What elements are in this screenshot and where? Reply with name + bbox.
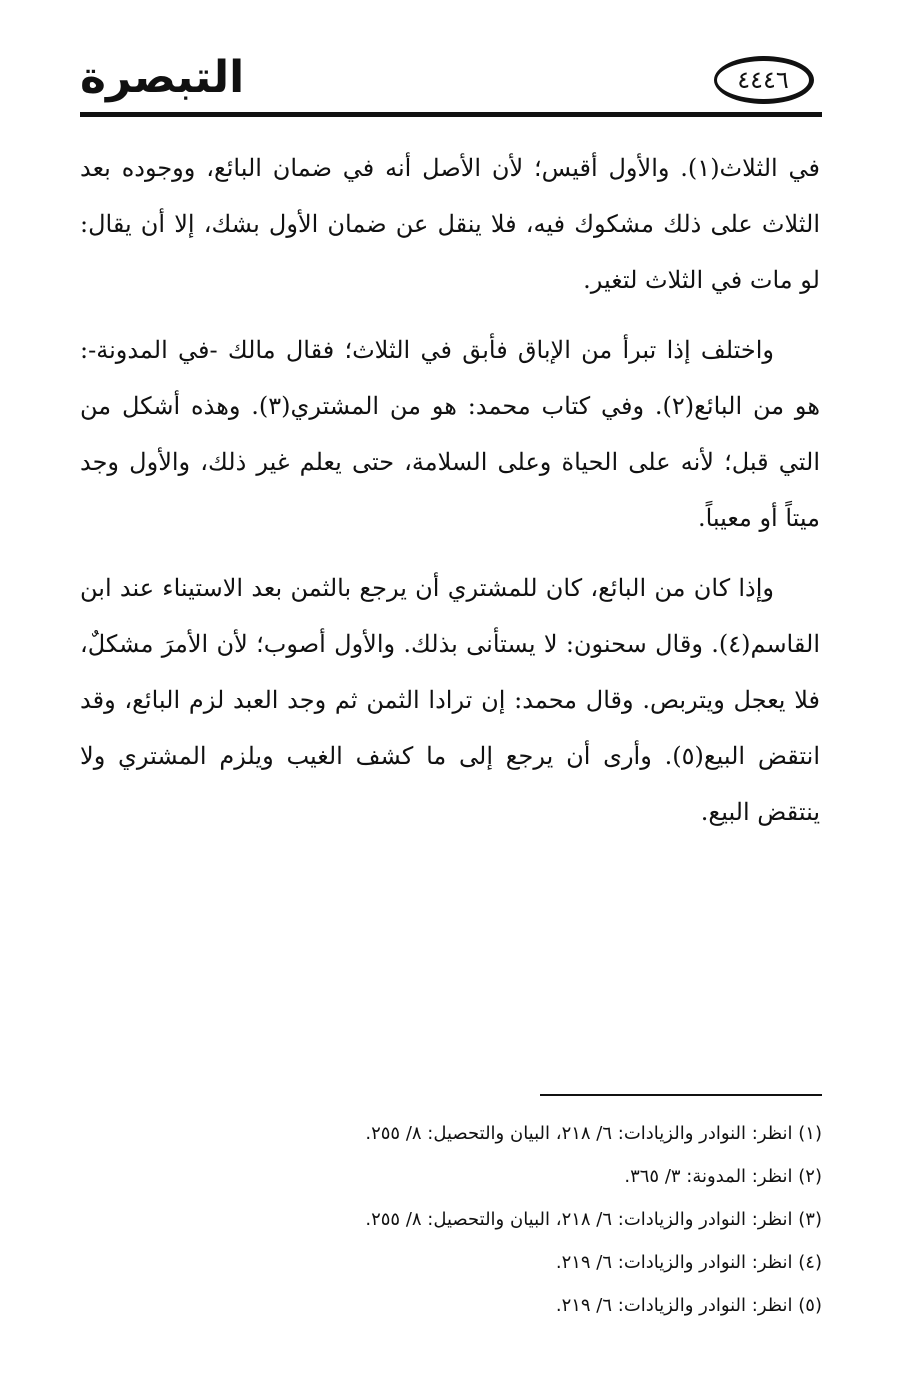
footnote-5: (٥) انظر: النوادر والزيادات: ٦/ ٢١٩. [555,1295,822,1316]
page-number-badge: ٤٤٤٦ [714,56,814,104]
footnote-2: (٢) انظر: المدونة: ٣/ ٣٦٥. [624,1166,822,1187]
paragraph-1: في الثلاث(١). والأول أقيس؛ لأن الأصل أنه في ضمان البائع، ووجوده بعد الثلاث على ذلك مشكوك فيه، فلا ينقل عن ضمان الأول بشك، إلا أن يقال: لو مات في الثلاث لتغير. [80,154,820,294]
header-rule [80,112,822,117]
footnote-1: (١) انظر: النوادر والزيادات: ٦/ ٢١٨، البيان والتحصيل: ٨/ ٢٥٥. [365,1123,822,1144]
paragraph-2: واختلف إذا تبرأ من الإباق فأبق في الثلاث؛ فقال مالك -في المدونة-: هو من البائع(٢). وفي كتاب محمد: هو من المشتري(٣). وهذه أشكل من التي قبل؛ لأنه على الحياة وعلى السلامة، حتى يعلم غير ذلك، والأول وجد ميتاً أو معيباً. [80,336,820,532]
main-text [80,140,820,854]
page-header [80,48,822,120]
book-title: التبصرة [80,52,245,103]
footnote-separator [540,1094,822,1096]
footnote-3: (٣) انظر: النوادر والزيادات: ٦/ ٢١٨، البيان والتحصيل: ٨/ ٢٥٥. [365,1209,822,1230]
paragraph-3: وإذا كان من البائع، كان للمشتري أن يرجع بالثمن بعد الاستيناء عند ابن القاسم(٤). وقال سحنون: لا يستأنى بذلك. والأول أصوب؛ لأن الأمرَ مشكلٌ، فلا يعجل ويتربص. وقال محمد: إن ترادا الثمن ثم وجد العبد لزم البائع، وقد انتقض البيع(٥). وأرى أن يرجع إلى ما كشف الغيب ويلزم المشتري ولا ينتقض البيع. [80,574,820,826]
footnotes [80,1112,822,1327]
footnote-4: (٤) انظر: النوادر والزيادات: ٦/ ٢١٩. [555,1252,822,1273]
